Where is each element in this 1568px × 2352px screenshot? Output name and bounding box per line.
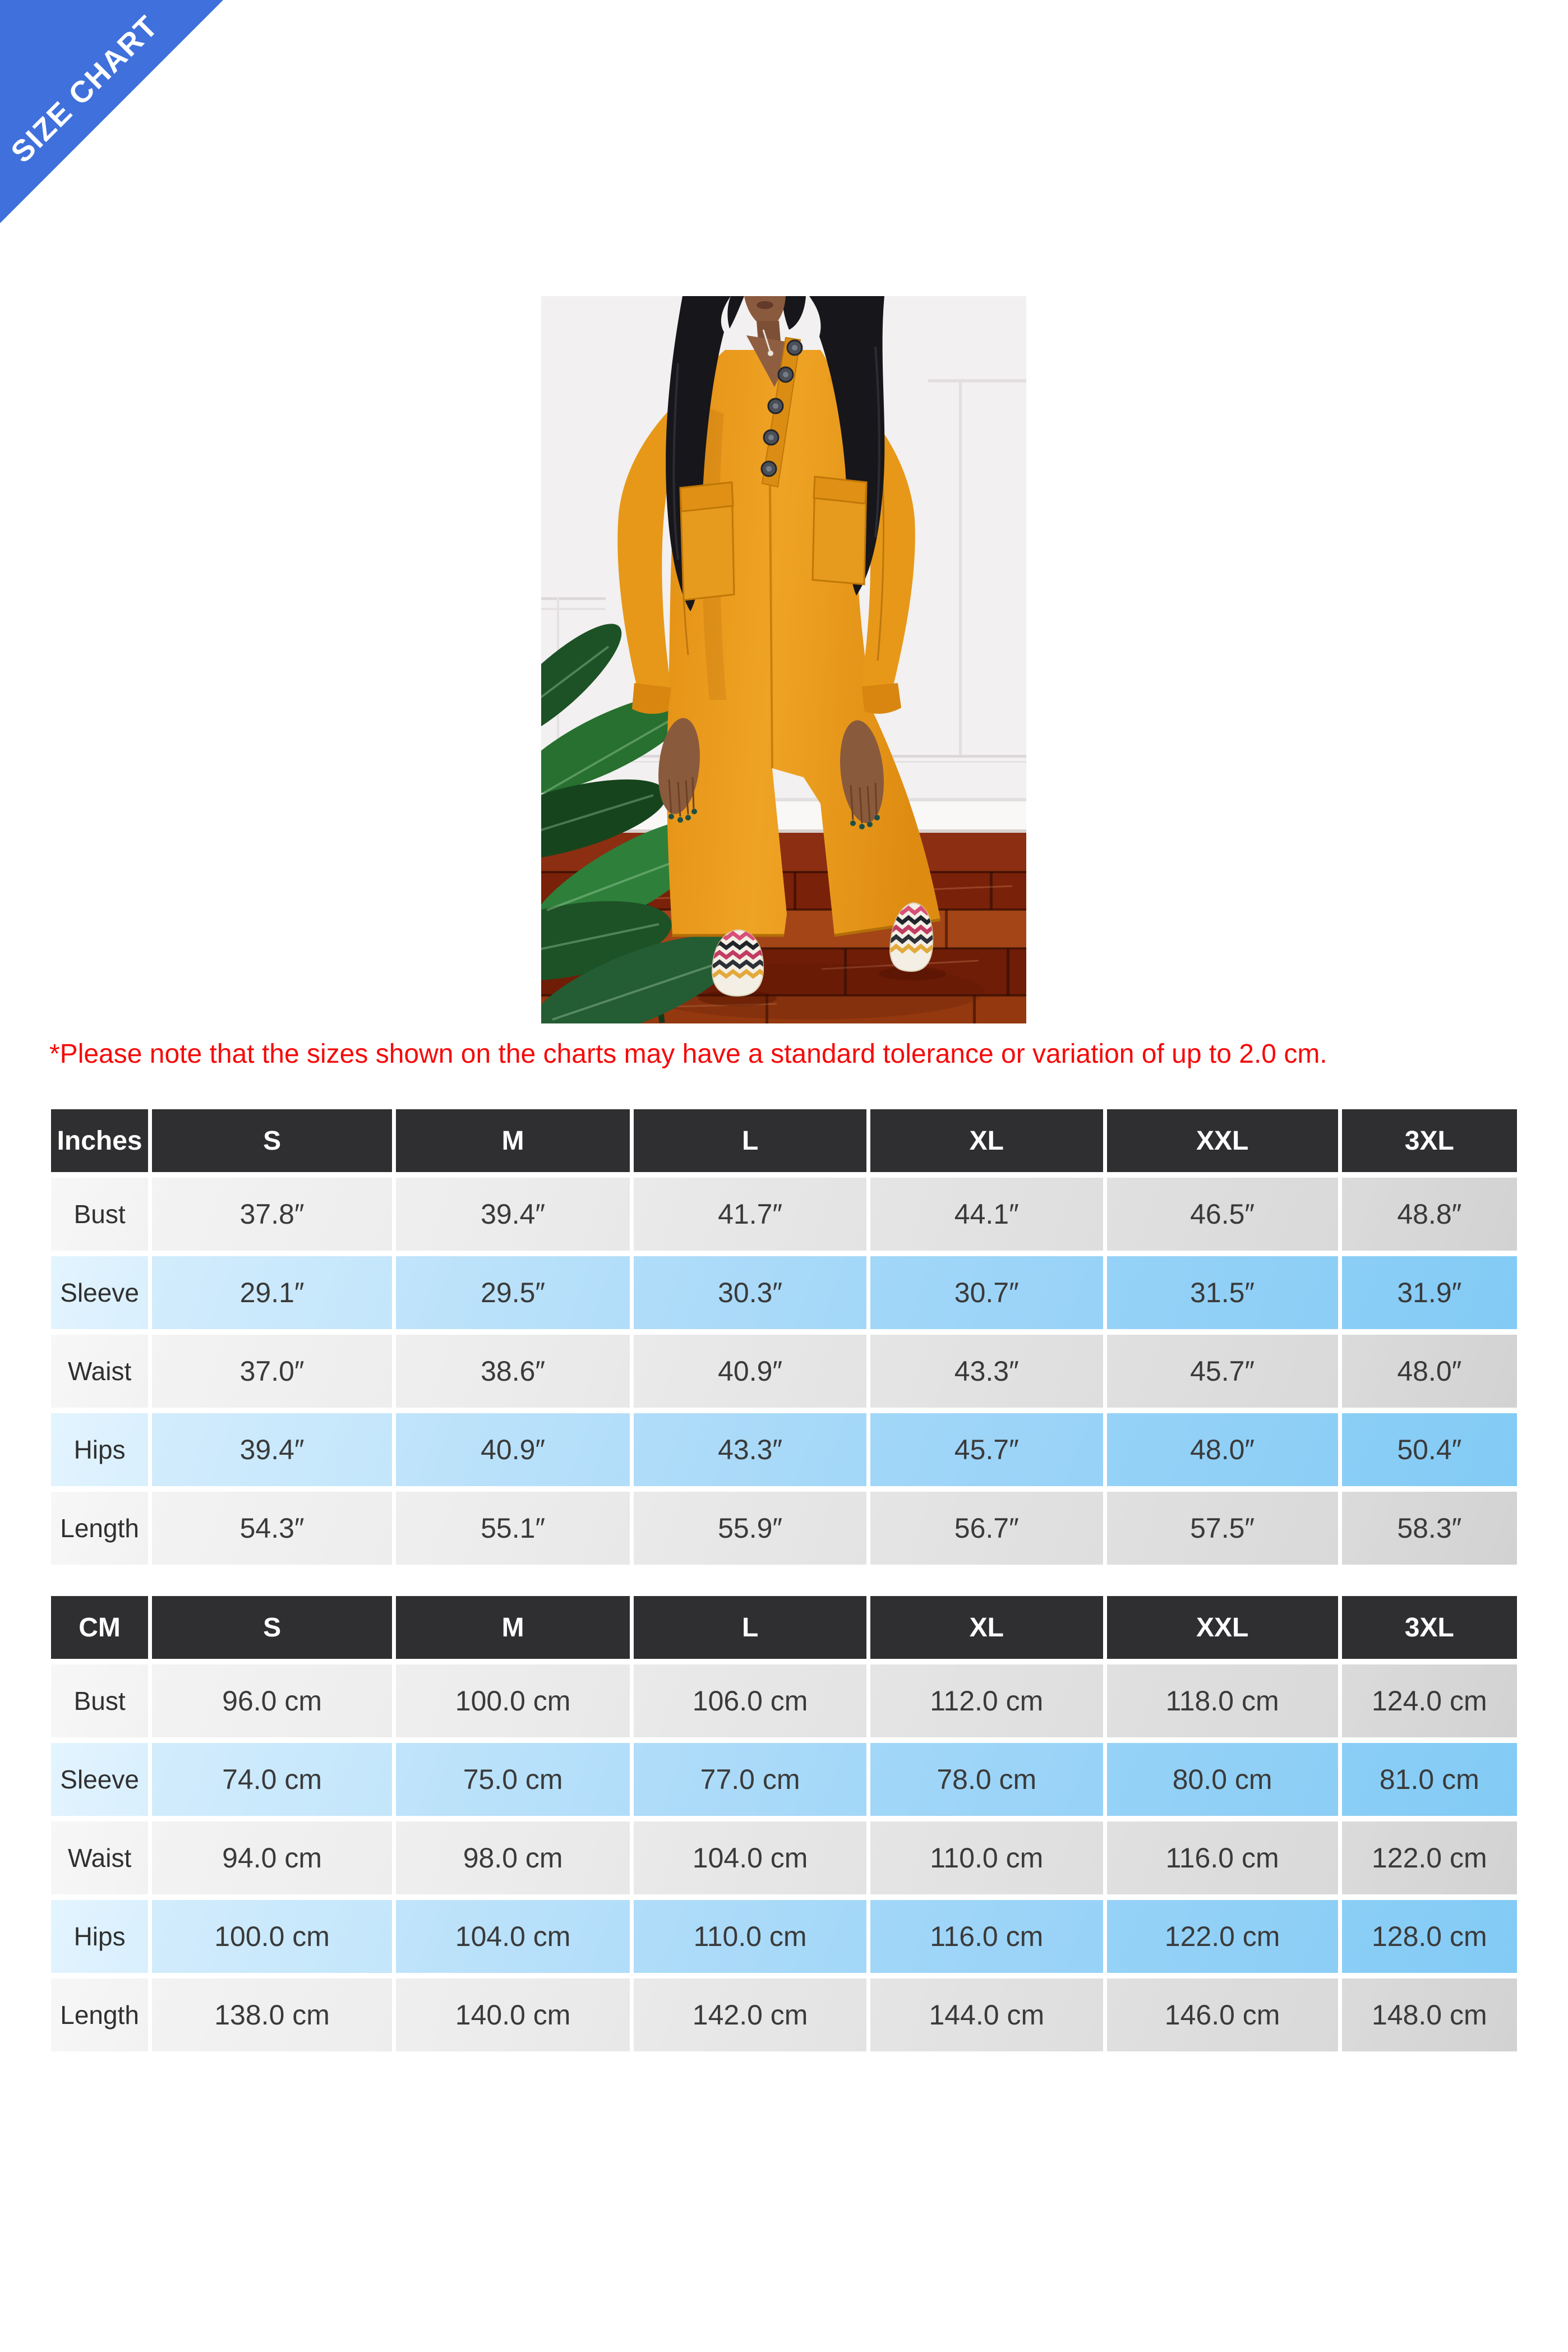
measurement-value-cell: 37.8″ [152,1178,392,1251]
measurement-value-cell: 40.9″ [396,1413,630,1486]
measurement-value-cell: 45.7″ [1107,1335,1338,1408]
measurement-row [51,1256,1517,1329]
right-cuff [862,683,901,714]
measurement-value-cell: 37.0″ [152,1335,392,1408]
measurement-value-cell: 39.4″ [396,1178,630,1251]
measurement-value-cell: 100.0 cm [396,1664,630,1737]
measurement-row [51,1335,1517,1408]
measurement-value-cell: 75.0 cm [396,1743,630,1816]
size-table-inches [47,1104,1521,1570]
measurement-row [51,1821,1517,1894]
measurement-value-cell: 29.5″ [396,1256,630,1329]
measurement-value-cell: 41.7″ [634,1178,866,1251]
size-header-cell: XL [870,1109,1103,1172]
unit-header-cell: Inches [51,1109,148,1172]
measurement-value-cell: 45.7″ [870,1413,1103,1486]
measurement-value-cell: 116.0 cm [1107,1821,1338,1894]
measurement-value-cell: 96.0 cm [152,1664,392,1737]
size-header-cell: XXL [1107,1596,1338,1659]
measurement-value-cell: 55.1″ [396,1492,630,1565]
measurement-value-cell: 110.0 cm [634,1900,866,1973]
measurement-label-cell: Length [51,1979,148,2051]
lips [757,301,773,309]
tolerance-note: *Please note that the sizes shown on the charts may have a standard tolerance or variation of up to 2.0 cm. [49,1039,1327,1069]
measurement-value-cell: 144.0 cm [870,1979,1103,2051]
measurement-value-cell: 100.0 cm [152,1900,392,1973]
unit-header-cell: CM [51,1596,148,1659]
measurement-value-cell: 50.4″ [1342,1413,1517,1486]
measurement-row [51,1178,1517,1251]
measurement-value-cell: 43.3″ [870,1335,1103,1408]
measurement-label-cell: Hips [51,1900,148,1973]
measurement-value-cell: 138.0 cm [152,1979,392,2051]
left-cuff [632,683,671,714]
measurement-value-cell: 118.0 cm [1107,1664,1338,1737]
measurement-value-cell: 31.5″ [1107,1256,1338,1329]
size-header-cell: M [396,1109,630,1172]
size-header-cell: S [152,1109,392,1172]
measurement-value-cell: 48.0″ [1342,1335,1517,1408]
measurement-value-cell: 122.0 cm [1107,1900,1338,1973]
ribbon-triangle [0,0,223,223]
measurement-label-cell: Length [51,1492,148,1565]
measurement-value-cell: 148.0 cm [1342,1979,1517,2051]
measurement-value-cell: 74.0 cm [152,1743,392,1816]
measurement-value-cell: 80.0 cm [1107,1743,1338,1816]
measurement-value-cell: 43.3″ [634,1413,866,1486]
size-chart-ribbon [0,0,223,223]
measurement-value-cell: 46.5″ [1107,1178,1338,1251]
size-header-cell: 3XL [1342,1109,1517,1172]
measurement-value-cell: 44.1″ [870,1178,1103,1251]
size-header-cell: S [152,1596,392,1659]
measurement-row [51,1900,1517,1973]
size-table-cm [47,1590,1521,2057]
measurement-value-cell: 140.0 cm [396,1979,630,2051]
size-header-cell: XL [870,1596,1103,1659]
measurement-value-cell: 116.0 cm [870,1900,1103,1973]
measurement-value-cell: 38.6″ [396,1335,630,1408]
measurement-row [51,1413,1517,1486]
measurement-value-cell: 142.0 cm [634,1979,866,2051]
measurement-label-cell: Sleeve [51,1256,148,1329]
measurement-value-cell: 106.0 cm [634,1664,866,1737]
measurement-value-cell: 40.9″ [634,1335,866,1408]
measurement-value-cell: 29.1″ [152,1256,392,1329]
measurement-value-cell: 98.0 cm [396,1821,630,1894]
measurement-value-cell: 146.0 cm [1107,1979,1338,2051]
measurement-value-cell: 48.8″ [1342,1178,1517,1251]
measurement-label-cell: Hips [51,1413,148,1486]
product-photo [541,296,1026,1023]
measurement-value-cell: 54.3″ [152,1492,392,1565]
size-header-cell: 3XL [1342,1596,1517,1659]
measurement-label-cell: Waist [51,1821,148,1894]
ribbon-label: SIZE CHART [4,9,165,169]
measurement-row [51,1492,1517,1565]
measurement-value-cell: 104.0 cm [634,1821,866,1894]
measurement-label-cell: Bust [51,1178,148,1251]
measurement-row [51,1664,1517,1737]
measurement-value-cell: 104.0 cm [396,1900,630,1973]
size-table-header-row [51,1109,1517,1172]
measurement-value-cell: 124.0 cm [1342,1664,1517,1737]
product-photo-illustration [541,296,1026,1023]
size-header-cell: XXL [1107,1109,1338,1172]
measurement-value-cell: 112.0 cm [870,1664,1103,1737]
measurement-label-cell: Waist [51,1335,148,1408]
measurement-value-cell: 94.0 cm [152,1821,392,1894]
size-table-header-row [51,1596,1517,1659]
measurement-value-cell: 30.7″ [870,1256,1103,1329]
measurement-value-cell: 30.3″ [634,1256,866,1329]
measurement-row [51,1979,1517,2051]
size-header-cell: M [396,1596,630,1659]
measurement-value-cell: 128.0 cm [1342,1900,1517,1973]
measurement-value-cell: 56.7″ [870,1492,1103,1565]
measurement-value-cell: 55.9″ [634,1492,866,1565]
measurement-label-cell: Bust [51,1664,148,1737]
measurement-value-cell: 48.0″ [1107,1413,1338,1486]
measurement-value-cell: 122.0 cm [1342,1821,1517,1894]
size-header-cell: L [634,1596,866,1659]
measurement-value-cell: 78.0 cm [870,1743,1103,1816]
measurement-value-cell: 110.0 cm [870,1821,1103,1894]
measurement-value-cell: 77.0 cm [634,1743,866,1816]
measurement-value-cell: 31.9″ [1342,1256,1517,1329]
size-header-cell: L [634,1109,866,1172]
necklace-pendant [768,351,773,356]
measurement-row [51,1743,1517,1816]
measurement-value-cell: 81.0 cm [1342,1743,1517,1816]
measurement-value-cell: 57.5″ [1107,1492,1338,1565]
measurement-value-cell: 39.4″ [152,1413,392,1486]
measurement-label-cell: Sleeve [51,1743,148,1816]
measurement-value-cell: 58.3″ [1342,1492,1517,1565]
